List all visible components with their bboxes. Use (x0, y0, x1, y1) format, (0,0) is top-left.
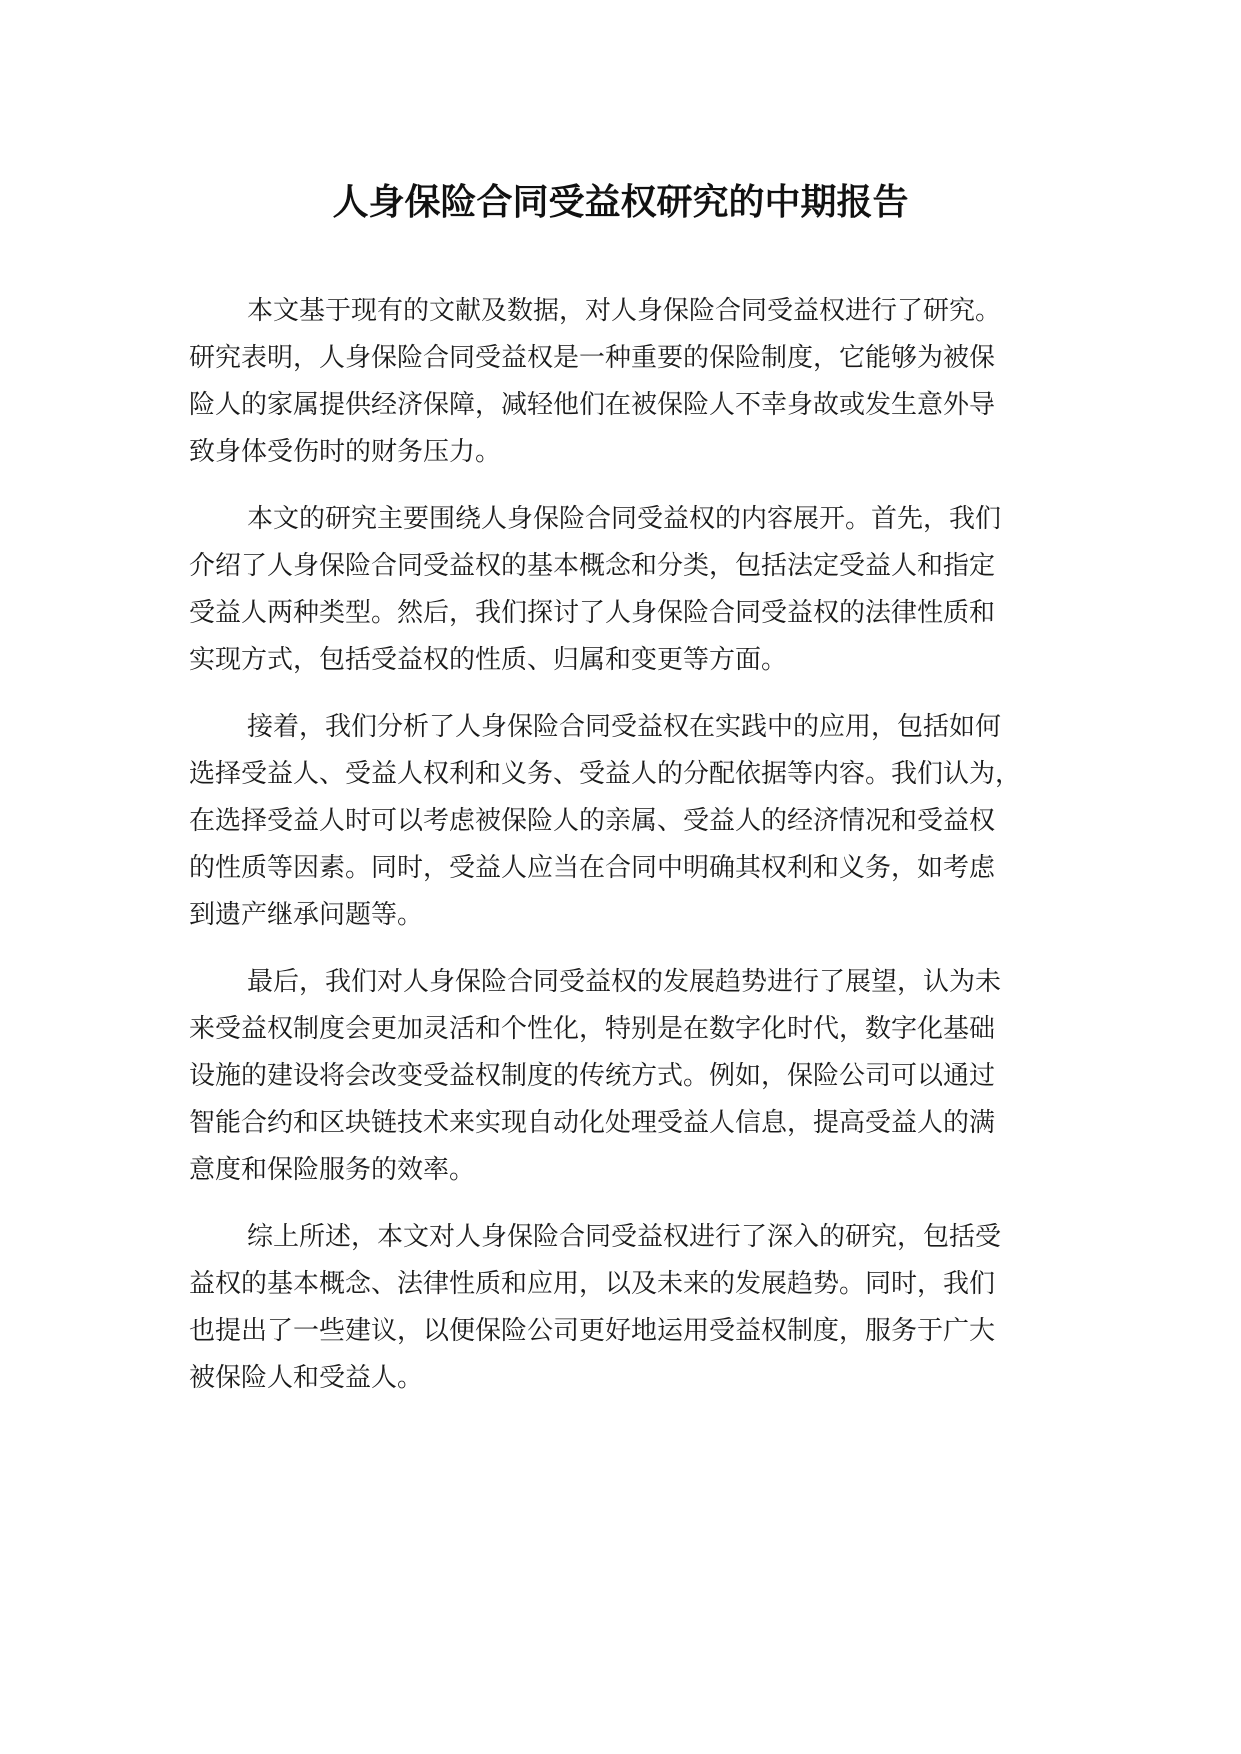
paragraph-line: 被保险人和受益人。 (189, 1363, 424, 1393)
paragraph-line: 在选择受益人时可以考虑被保险人的亲属、受益人的经济情况和受益权 (189, 806, 996, 836)
paragraph-line: 选择受益人、受益人权利和义务、受益人的分配依据等内容。我们认为， (189, 759, 1022, 789)
paragraph-line: 致身体受伤时的财务压力。 (189, 437, 502, 467)
paragraph-line: 的性质等因素。同时，受益人应当在合同中明确其权利和义务，如考虑 (189, 853, 996, 883)
paragraph-3 (189, 704, 1039, 939)
document-body (189, 288, 1039, 1422)
paragraph-line: 实现方式，包括受益权的性质、归属和变更等方面。 (189, 645, 788, 675)
paragraph-line: 意度和保险服务的效率。 (189, 1155, 476, 1185)
paragraph-5 (189, 1214, 1039, 1402)
paragraph-line: 最后，我们对人身保险合同受益权的发展趋势进行了展望，认为未 (247, 967, 1002, 997)
paragraph-line: 来受益权制度会更加灵活和个性化，特别是在数字化时代，数字化基础 (189, 1014, 996, 1044)
paragraph-line: 接着，我们分析了人身保险合同受益权在实践中的应用，包括如何 (247, 712, 1002, 742)
paragraph-line: 益权的基本概念、法律性质和应用，以及未来的发展趋势。同时，我们 (189, 1269, 996, 1299)
paragraph-line: 本文基于现有的文献及数据，对人身保险合同受益权进行了研究。 (247, 296, 1002, 326)
paragraph-4 (189, 959, 1039, 1194)
paragraph-line: 介绍了人身保险合同受益权的基本概念和分类，包括法定受益人和指定 (189, 551, 996, 581)
paragraph-line: 受益人两种类型。然后，我们探讨了人身保险合同受益权的法律性质和 (189, 598, 996, 628)
paragraph-line: 本文的研究主要围绕人身保险合同受益权的内容展开。首先，我们 (247, 504, 1002, 534)
paragraph-line: 研究表明，人身保险合同受益权是一种重要的保险制度，它能够为被保 (189, 343, 996, 373)
paragraph-line: 到遗产继承问题等。 (189, 900, 424, 930)
paragraph-1 (189, 288, 1039, 476)
paragraph-line: 险人的家属提供经济保障，减轻他们在被保险人不幸身故或发生意外导 (189, 390, 996, 420)
paragraph-line: 智能合约和区块链技术来实现自动化处理受益人信息，提高受益人的满 (189, 1108, 996, 1138)
paragraph-line: 综上所述，本文对人身保险合同受益权进行了深入的研究，包括受 (247, 1222, 1002, 1252)
paragraph-line: 也提出了一些建议，以便保险公司更好地运用受益权制度，服务于广大 (189, 1316, 996, 1346)
paragraph-line: 设施的建设将会改变受益权制度的传统方式。例如，保险公司可以通过 (189, 1061, 996, 1091)
document-title: 人身保险合同受益权研究的中期报告 (332, 182, 909, 223)
paragraph-2 (189, 496, 1039, 684)
